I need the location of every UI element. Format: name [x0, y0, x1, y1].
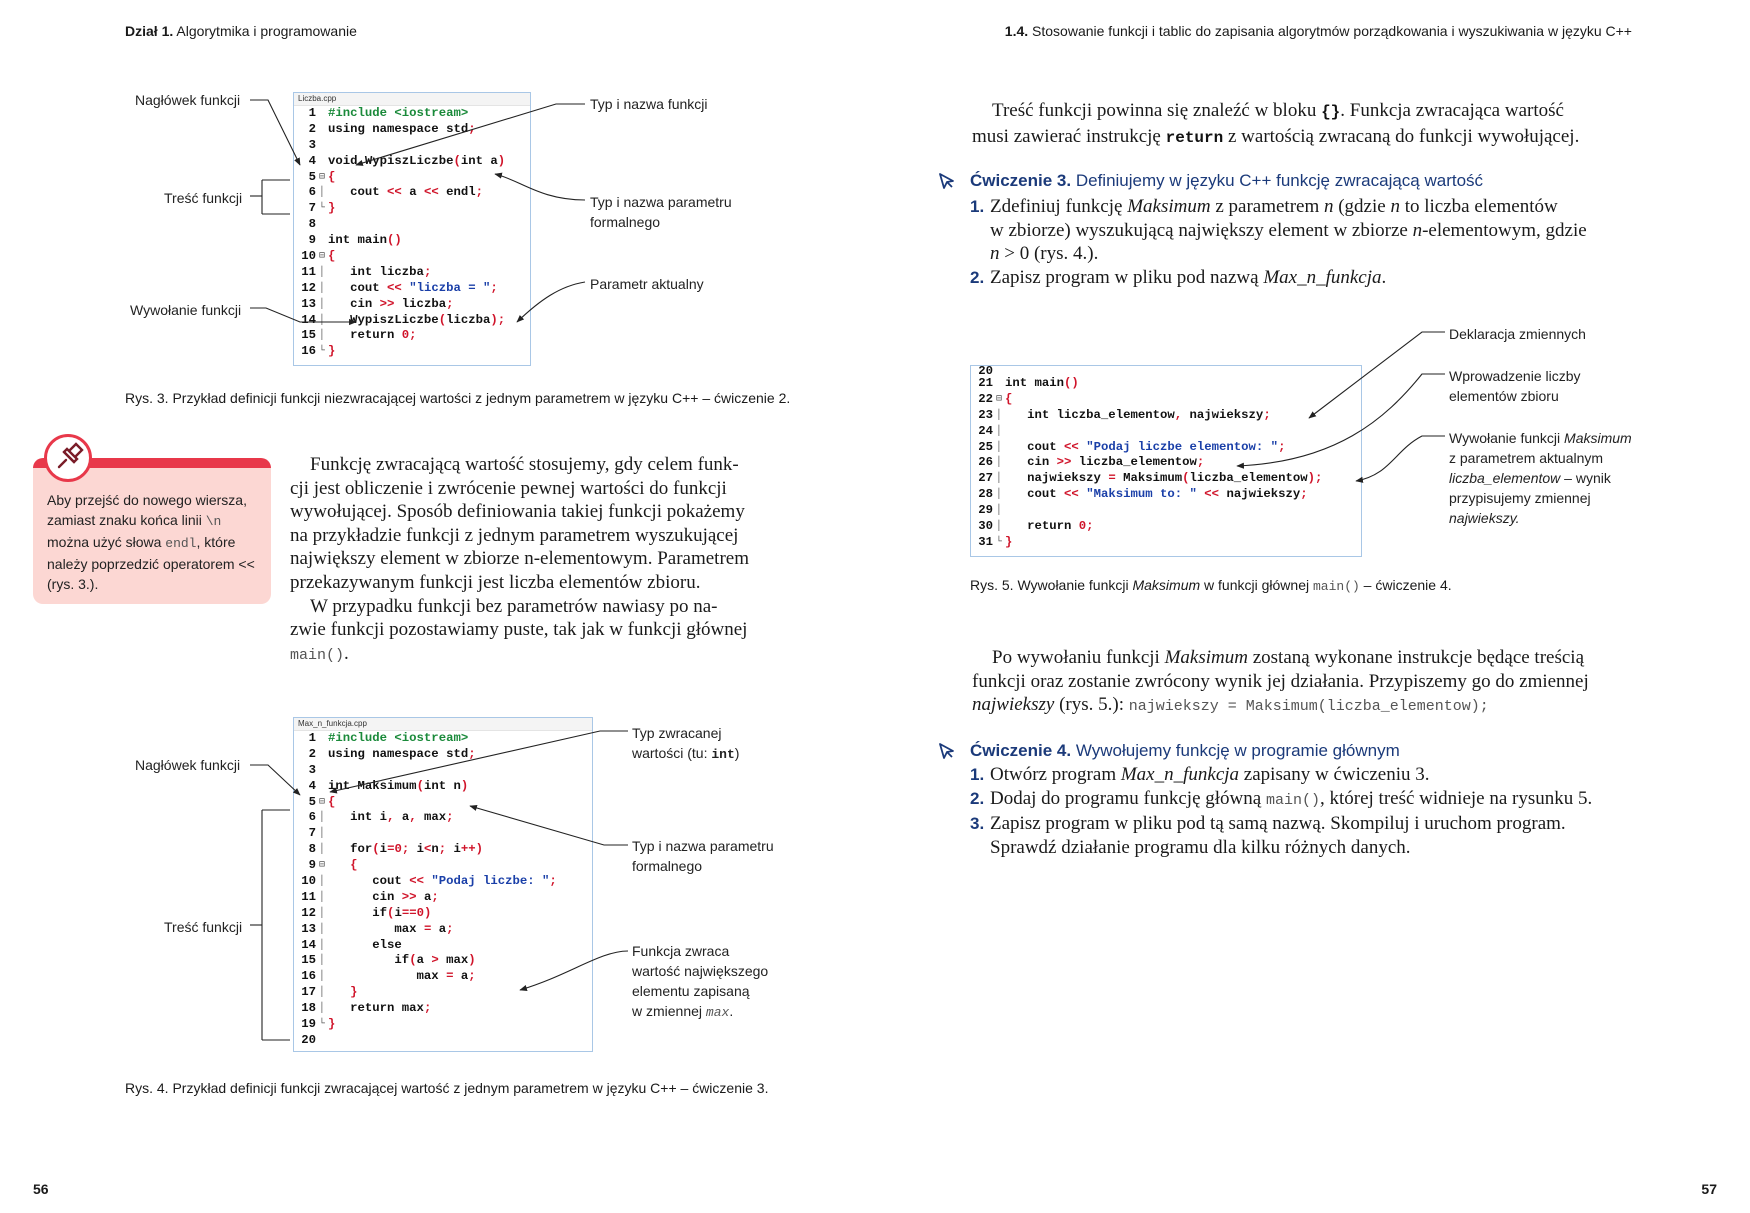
left-paragraph: Funkcję zwracającą wartość stosujemy, gdy celem funk- cji jest obliczenie i zwrócenie pewnej wartości do funkcji wywołującej. Sposób definiowania takiej funkcji pokażemy na przykładzie funkcji z jednym parametrem wyszukującej największy element w zbiorze n-elementowym. Parametrem przekazywanym funkcji jest liczba elementów zbioru. W przypadku funkcji bez parametrów nawiasy po na- zwie funkcji pozostawiamy puste, tak jak w funkcji głównej main().	[290, 454, 749, 664]
label-return-type: Typ zwracanej wartości (tu: int)	[632, 725, 740, 762]
label-returns-max: Funkcja zwraca wartość największego elementu zapisaną w zmiennej max.	[632, 943, 769, 1020]
figure-caption-3: Rys. 3. Przykład definicji funkcji niezwracającej wartości z jednym parametrem w języku C++ – ćwiczenie 2.	[125, 390, 791, 406]
label-function-call: Wywołanie funkcji	[130, 302, 242, 318]
label-type-name: Typ i nazwa funkcji	[590, 96, 708, 112]
tip-text: Aby przejść do nowego wiersza, zamiast znaku końca linii \n można użyć słowa endl, które należy poprzedzić operatorem << (rys. 3.).	[47, 492, 255, 592]
list-item: 2. Dodaj do programu funkcję główną main(), której treść widnieje na rysunku 5.	[970, 787, 1593, 809]
right-intro-paragraph: Treść funkcji powinna się znaleźć w bloku {}. Funkcja zwracająca wartość musi zawierać instrukcję return z wartością zwracaną do funkcji wywołującej.	[972, 100, 1580, 147]
figure-caption-5: Rys. 5. Wywołanie funkcji Maksimum w funkcji głównej main() – ćwiczenie 4.	[970, 577, 1452, 594]
fig5-annotation-arrows	[875, 0, 1750, 1213]
code-filename: Liczba.cpp	[294, 93, 530, 106]
label-actual-param: Parametr aktualny	[590, 276, 704, 292]
running-header-left: Dział 1. Algorytmika i programowanie	[125, 23, 357, 39]
code-filename: Max_n_funkcja.cpp	[294, 718, 592, 731]
cursor-icon	[938, 742, 956, 765]
code-listing-fig5: 20 21 int main() 22 ⊟ { 23 │ int liczba_elementow, najwiekszy; 24 │ 25 │ cout << "Podaj liczbe elementow: "; 26 │ cin >> liczba_elementow; 27 │ najwiekszy = Maksimum(liczba_elementow); 28 │ cout << "Maksimum to: " << najwiekszy; 29 │ 30 │ return 0; 31 └ }	[970, 365, 1362, 557]
label-input: Wprowadzenie liczby elementów zbioru	[1449, 368, 1581, 404]
exercise-4-title: Ćwiczenie 4. Wywołujemy funkcję w programie głównym	[970, 741, 1400, 760]
code-listing-fig4: Max_n_funkcja.cpp 1 #include <iostream> 2 using namespace std; 3 4 int Maksimum(int n) 5 ⊟ { 6 │ int i, a, max; 7 │ 8 │ for(i=0; i<n; i++) 9 ⊟ { 10 │ cout << "Podaj liczbe: "; 11 │ cin >> a; 12 │ if(i==0) 13 │ max = a; 14 │ else 15 │ if(a > max) 16 │ max = a; 17 │ } 18 │ return max; 19 └ } 20	[293, 717, 593, 1052]
list-item: 1. Otwórz program Max_n_funkcja zapisany w ćwiczeniu 3.	[970, 764, 1430, 785]
list-item: 2. Zapisz program w pliku pod nazwą Max_n_funkcja.	[970, 266, 1387, 288]
exercise-4-list	[970, 763, 1628, 859]
page-number-right: 57	[1701, 1181, 1717, 1197]
list-item: 1. Zdefiniuj funkcję Maksimum z parametrem n (gdzie n to liczba elementów w zbiorze) wyszukującą największy element w zbiorze n-elementowym, gdzie n > 0 (rys. 4.).	[970, 196, 1587, 265]
label-function-body: Treść funkcji	[164, 190, 243, 206]
figure-caption-4: Rys. 4. Przykład definicji funkcji zwracającej wartość z jednym parametrem w języku C++ – ćwiczenie 3.	[125, 1080, 769, 1096]
right-mid-paragraph: Po wywołaniu funkcji Maksimum zostaną wykonane instrukcje będące treścią funkcji oraz zostanie zwrócony wynik jej działania. Przypiszemy go do zmiennej najwiekszy (rys. 5.): najwiekszy = Maksimum(liczba_elementow);	[972, 647, 1589, 716]
page-number-left: 56	[33, 1181, 49, 1197]
label-param-type: Typ i nazwa parametru formalnego	[590, 194, 732, 230]
label-function-header-2: Nagłówek funkcji	[135, 757, 241, 773]
running-header-right: 1.4. Stosowanie funkcji i tablic do zapisania algorytmów porządkowania i wyszukiwania w języku C++	[1004, 23, 1632, 39]
code-listing-fig3: Liczba.cpp 1 #include <iostream> 2 using namespace std; 3 4 void WypiszLiczbe(int a) 5 ⊟ { 6 │ cout << a << endl; 7 └ } 8 9 int main() 10 ⊟ { 11 │ int liczba; 12 │ cout << "liczba = "; 13 │ cin >> liczba; 14 │ WypiszLiczbe(liczba); 15 │ return 0; 16 └ }	[293, 92, 531, 366]
exercise-3-title: Ćwiczenie 3. Definiujemy w języku C++ funkcję zwracającą wartość	[970, 171, 1484, 190]
label-call-maksimum: Wywołanie funkcji Maksimum z parametrem aktualnym liczba_elementow – wynik przypisujemy zmiennej najwiekszy.	[1449, 430, 1632, 526]
label-param-type-2: Typ i nazwa parametru formalnego	[632, 838, 774, 874]
list-item: 3. Zapisz program w pliku pod tą samą nazwą. Skompiluj i uruchom program. Sprawdź działanie programu dla kilku różnych danych.	[970, 813, 1566, 858]
label-function-header: Nagłówek funkcji	[135, 92, 241, 108]
label-declarations: Deklaracja zmiennych	[1449, 326, 1586, 342]
label-function-body-2: Treść funkcji	[164, 919, 243, 935]
